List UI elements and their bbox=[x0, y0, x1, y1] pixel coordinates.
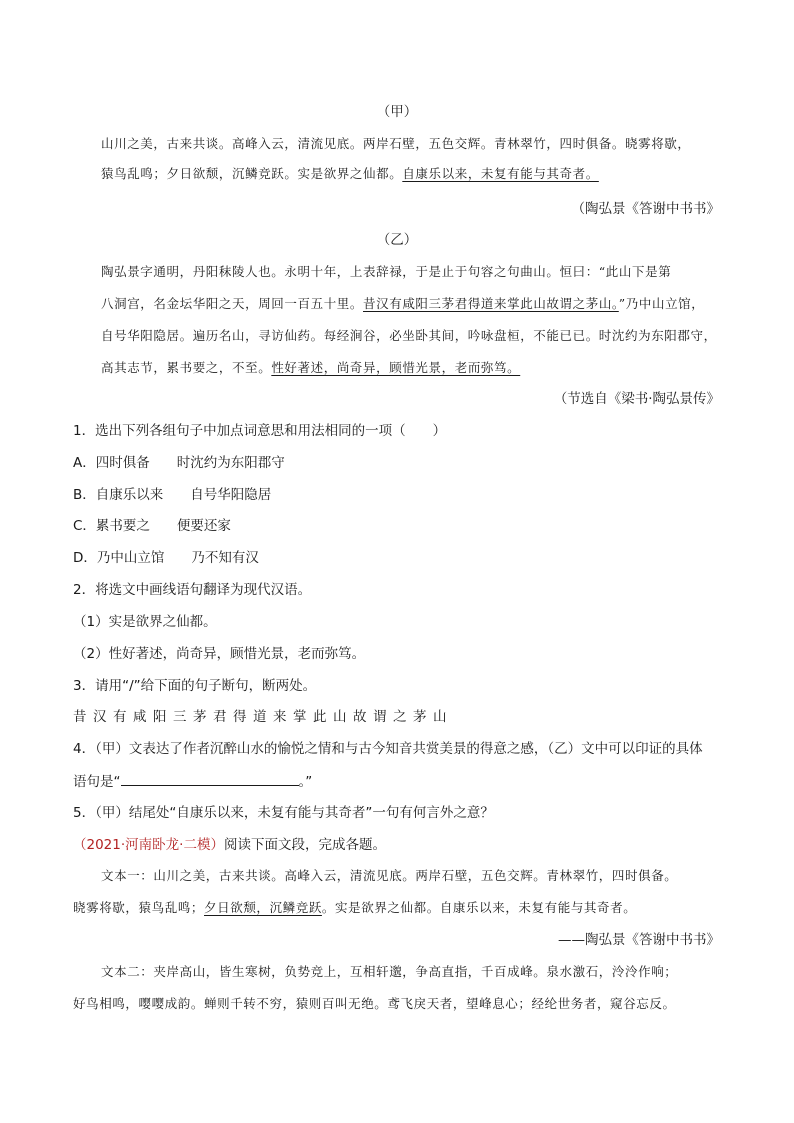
question-4-line-2 bbox=[73, 771, 312, 792]
passage-a-line-2-start: 猿鸟乱鸣；夕日欲颓，沉鳞竞跃。实是欲界之仙都。 bbox=[101, 166, 403, 181]
question-4-line-2-start: 语句是“ bbox=[73, 774, 121, 790]
text-1-line-2-end: 。实是欲界之仙都。自康乐以来，未复有能与其奇者。 bbox=[321, 900, 637, 915]
question-3: 3．请用“/”给下面的句子断句，断两处。 bbox=[73, 678, 317, 694]
question-1-option-a: A．四时俱备 时沈约为东阳郡守 bbox=[73, 455, 285, 471]
passage-b-line-4-start: 高其志节，累书要之，不至。 bbox=[101, 360, 272, 375]
passage-b-line-2 bbox=[101, 294, 704, 314]
text-1-line-1: 文本一：山川之美，古来共谈。高峰入云，清流见底。两岸石壁，五色交辉。青林翠竹，四时俱备。 bbox=[101, 868, 678, 883]
text-1-line-2 bbox=[73, 898, 636, 918]
text-1-underlined-phrase: 夕日欲颓，沉鳞竞跃 bbox=[204, 900, 322, 915]
text-1-line-2-start: 晓雾将歇，猿鸟乱鸣； bbox=[73, 900, 205, 915]
question-3-sentence: 昔汉有咸阳三茅君得道来掌此山故谓之茅山 bbox=[73, 709, 453, 725]
passage-b-line-2-end: ”乃中山立馆， bbox=[618, 296, 705, 311]
passage-b-line-4 bbox=[101, 358, 520, 378]
passage-a-source: （陶弘景《答谢中书书》 bbox=[571, 201, 720, 217]
question-4-line-2-end: 。” bbox=[298, 774, 313, 790]
question-5: 5．（甲）结尾处“自康乐以来，未复有能与其奇者”一句有何言外之意？ bbox=[73, 805, 494, 821]
section-2-header bbox=[73, 835, 386, 855]
passage-b-line-3: 自号华阳隐居。遍历名山，寻访仙药。每经涧谷，必坐卧其间，吟咏盘桓，不能已已。时沈约为东阳郡守， bbox=[101, 328, 717, 343]
question-1-option-b: B．自康乐以来 自号华阳隐居 bbox=[73, 487, 272, 503]
question-2-part-2: （2）性好著述，尚奇异，顾惜光景，老而弥笃。 bbox=[73, 646, 366, 662]
section-2-intro: 阅读下面文段，完成各题。 bbox=[223, 837, 386, 853]
question-2: 2．将选文中画线语句翻译为现代汉语。 bbox=[73, 582, 312, 598]
section-2-source-label: （2021·河南卧龙·二模） bbox=[73, 837, 224, 853]
passage-b-underlined-sentence-1: 昔汉有咸阳三茅君得道来掌此山故谓之茅山。 bbox=[363, 296, 619, 311]
text-1-source: ——陶弘景《答谢中书书》 bbox=[558, 932, 720, 948]
question-4-line-1: 4．（甲）文表达了作者沉醉山水的愉悦之情和与古今知音共赏美景的得意之感，（乙）文中可以印证的具体 bbox=[73, 741, 703, 757]
question-1: 1．选出下列各组句子中加点词意思和用法相同的一项（ ） bbox=[73, 423, 447, 439]
passage-b-line-2-start: 八洞宫，名金坛华阳之天，周回一百五十里。 bbox=[101, 296, 364, 311]
question-4-answer-blank[interactable] bbox=[121, 771, 299, 786]
passage-a-title: （甲） bbox=[376, 104, 418, 120]
text-2-line-2: 好鸟相鸣，嘤嘤成韵。蝉则千转不穷，猿则百叫无绝。鸢飞戾天者，望峰息心；经纶世务者，窥谷忘反。 bbox=[73, 996, 676, 1011]
passage-b-line-1: 陶弘景字通明，丹阳秣陵人也。永明十年，上表辞禄，于是止于句容之句曲山。恒曰：“此山下是第 bbox=[101, 264, 672, 279]
passage-a-line-2 bbox=[101, 164, 599, 184]
question-1-option-c: C．累书要之 便要还家 bbox=[73, 518, 231, 534]
passage-a-underlined-sentence: 自康乐以来，未复有能与其奇者。 bbox=[402, 166, 599, 181]
passage-b-source: （节选自《梁书·陶弘景传》 bbox=[553, 391, 720, 407]
passage-b-underlined-sentence-2: 性好著述，尚奇异，顾惜光景，老而弥笃。 bbox=[271, 360, 521, 375]
text-2-line-1: 文本二：夹岸高山，皆生寒树，负势竞上，互相轩邈，争高直指，千百成峰。泉水激石，泠泠作响； bbox=[101, 964, 678, 979]
passage-b-title: （乙） bbox=[376, 232, 418, 248]
question-1-option-d: D．乃中山立馆 乃不知有汉 bbox=[73, 550, 259, 566]
question-2-part-1: （1）实是欲界之仙都。 bbox=[73, 614, 217, 630]
passage-a-line-1: 山川之美，古来共谈。高峰入云，清流见底。两岸石壁，五色交辉。青林翠竹，四时俱备。晓雾将歇， bbox=[101, 136, 691, 151]
